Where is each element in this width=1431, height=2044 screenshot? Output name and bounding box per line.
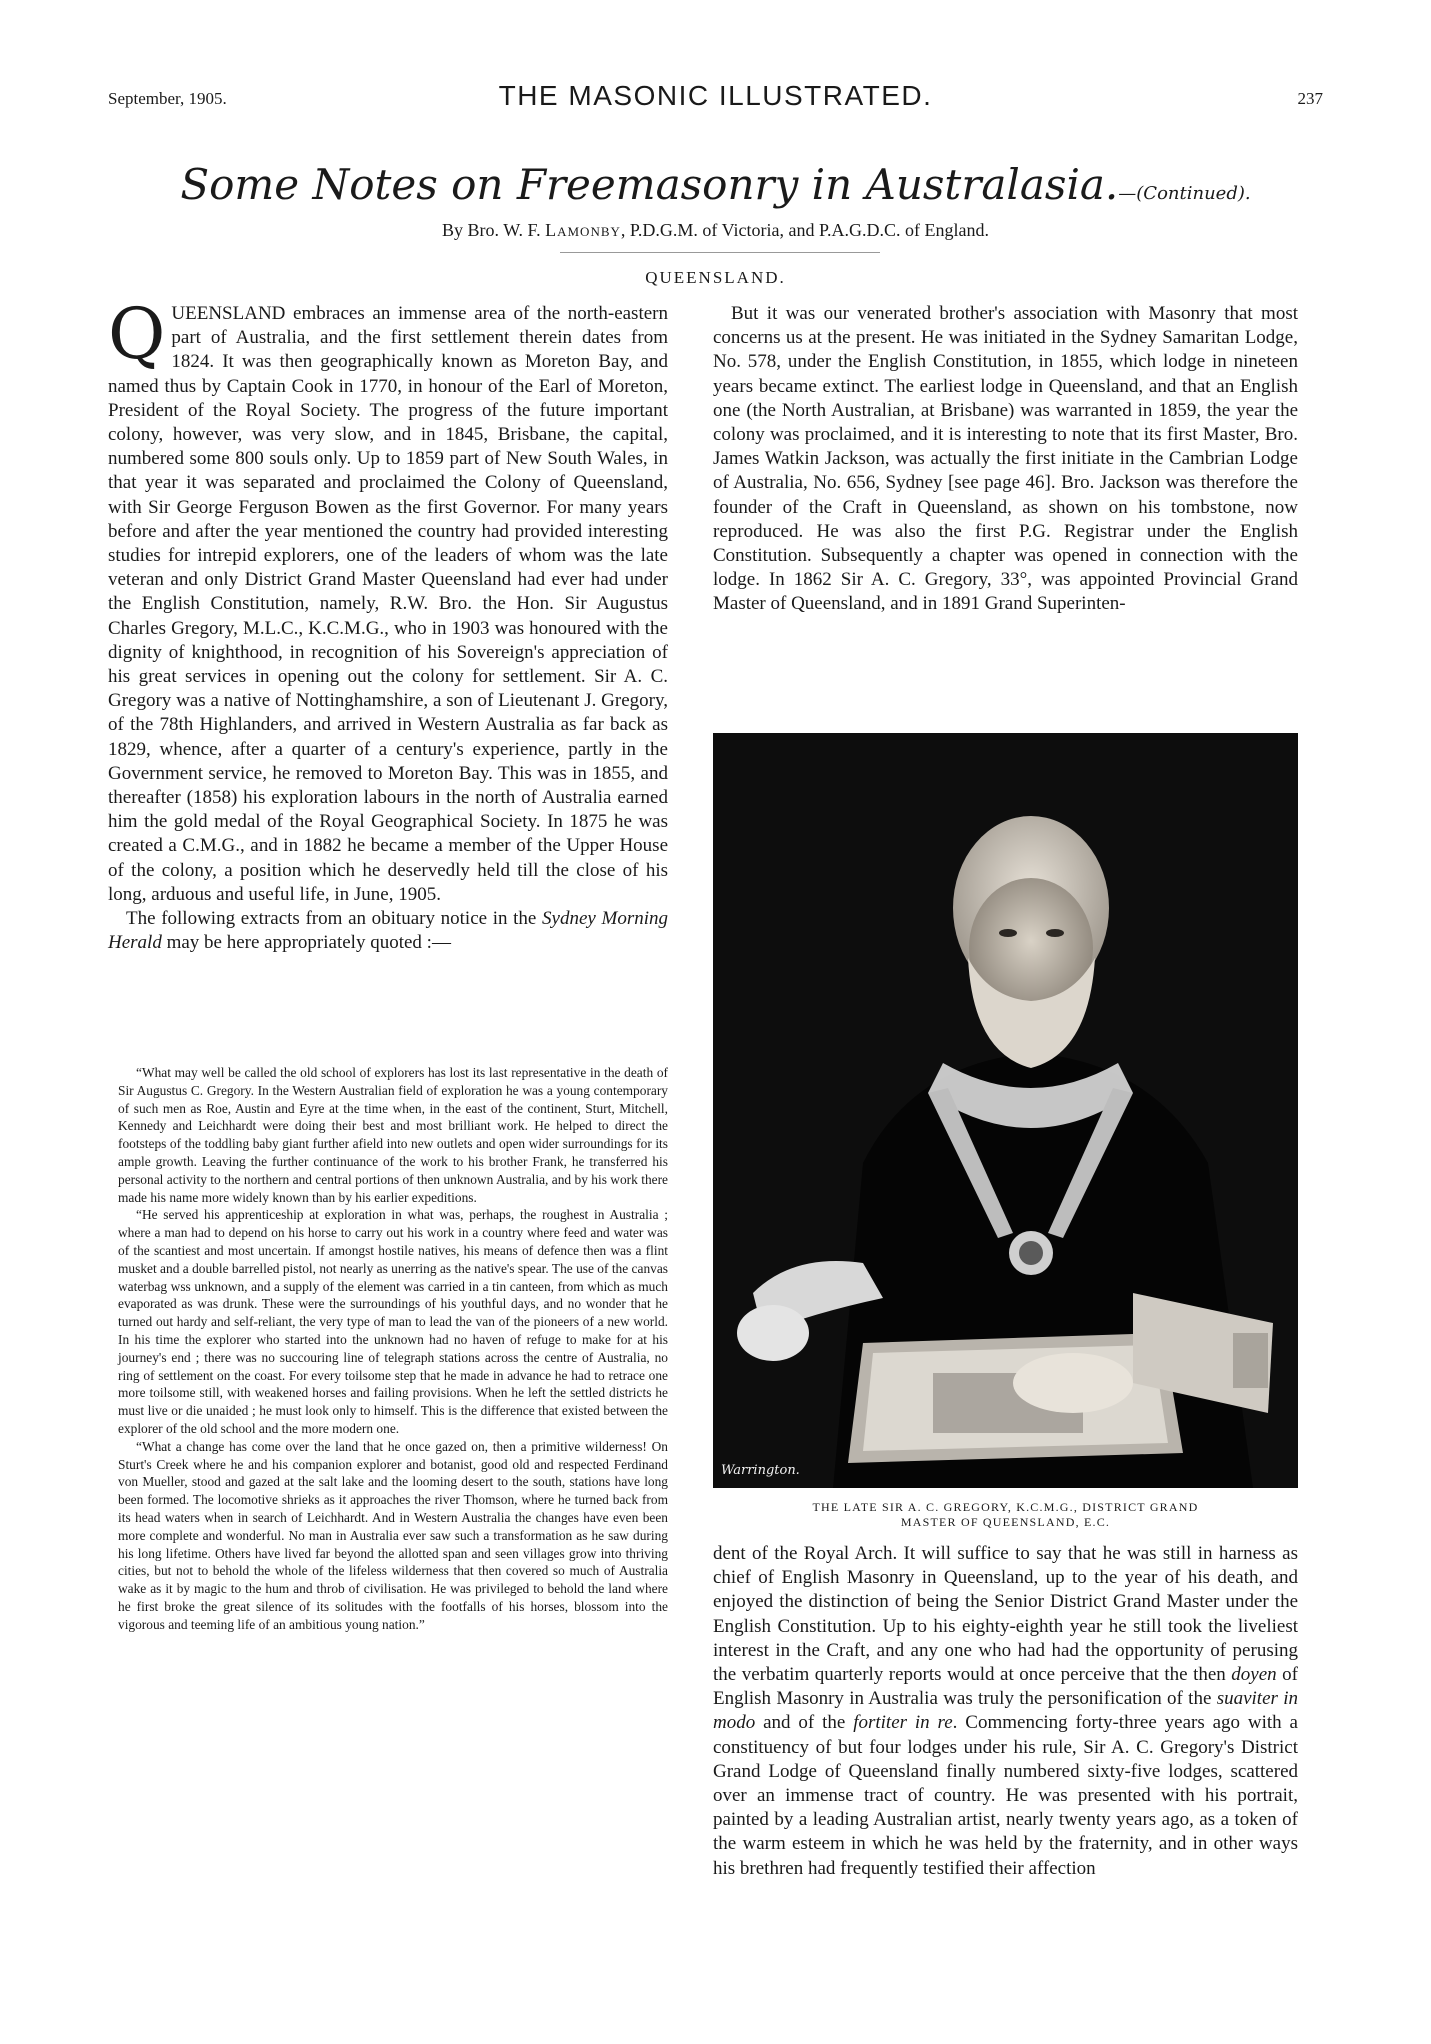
photographer-signature: Warrington. xyxy=(721,1463,800,1478)
royal-arch-text-c: and of the xyxy=(755,1712,854,1734)
term-doyen: doyen xyxy=(1231,1664,1277,1686)
caption-line-2: MASTER OF QUEENSLAND, E.C. xyxy=(900,1515,1111,1529)
paragraph-masonic-career: But it was our venerated brother's association with Masonry that most concerns us at the present. He was initiated in the Sydney Samaritan Lodge, No. 578, under the English Constitution, in 1855, which lodge in nineteen years became extinct. The earliest lodge in Queensland, and that an English one (the North Australian, at Brisbane) was warranted in 1859, the year the colony was proclaimed, and it is interesting to note that its first Master, Bro. James Watkin Jackson, was actually the first initiate in the Cambrian Lodge of Australia, No. 656, Sydney [see page 46]. Bro. Jackson was therefore the founder of the Craft in Queensland, as shown on his tombstone, now reproduced. He was also the first P.G. Registrar under the English Constitution. Subsequently a chapter was opened in connection with the lodge. In 1862 Sir A. C. Gregory, 33°, was appointed Provincial Grand Master of Queensland, and in 1891 Grand Superinten- xyxy=(713,303,1298,615)
caption-line-1: THE LATE SIR A. C. GREGORY, K.C.M.G., DISTRICT GRAND xyxy=(812,1500,1199,1514)
title-divider xyxy=(560,252,880,253)
issue-date: September, 1905. xyxy=(108,89,227,108)
right-column-top xyxy=(713,302,1298,617)
quote-paragraph-1: “What may well be called the old school of explorers has lost its last representative in the death of Sir Augustus C. Gregory. In the Western Australian field of exploration he was a young contemporary of such men as Roe, Austin and Eyre at the time when, in the east of the continent, Sturt, Mitchell, Kennedy and Leichhardt were doing their best and most brilliant work. He helped to direct the footsteps of the toddling baby giant further afield into new outlets and open wider surroundings for its ample growth. Leaving the further continuance of the work to his brother Frank, he transferred his personal activity to the northern and central portions of then unknown Australia, and by his work there made his name more widely known than by his earlier expeditions. xyxy=(118,1065,668,1205)
portrait-illustration xyxy=(713,733,1298,1488)
paragraph-obituary-intro xyxy=(108,907,668,955)
obituary-quotation xyxy=(118,1064,668,1634)
page-number: 237 xyxy=(1297,89,1323,108)
term-suaviter: suaviter in modo xyxy=(713,1688,1298,1734)
portrait-photo xyxy=(713,733,1298,1488)
newspaper-name: Sydney Morning Herald xyxy=(108,908,668,954)
quote-paragraph-3: “What a change has come over the land that he once gazed on, then a primitive wilderness! On Sturt's Creek where he and his companion explorer and botanist, good old and respected Ferdinand von Mueller, stood and gazed at the salt lake and the looming desert to the south, stations have long been formed. The locomotive shrieks as it approaches the river Thomson, where he turned back from its head waters when in search of Leichhardt. And in Western Australia the changes have even been more complete and wonderful. No man in Australia ever saw such a transformation as he saw during his long lifetime. Others have lived far beyond the allotted span and seen villages grow into thriving cities, but not to behold the whole of the lifeless wilderness that then covered so much of Australia wake as it by magic to the hum and throb of civilisation. He was privileged to behold the land where he first broke the great silence of its solitudes with the footfalls of his horses, blossom into the vigorous and teeming life of an ambitious young nation.” xyxy=(118,1438,668,1632)
article-title xyxy=(0,160,1431,209)
portrait-caption xyxy=(713,1500,1298,1530)
royal-arch-text-d: . Commencing forty-three years ago with a constituency of but four lodges under his rule, Sir A. C. Gregory's District Grand Lodge of Queensland finally numbered sixty-five lodges, scattered over an immense tract of country. He was presented with his portrait, painted by a leading Australian artist, nearly twenty years ago, as a token of the warm esteem in which he was held by the fraternity, and in other ways his brethren had frequently testified their affection xyxy=(713,1712,1298,1879)
article-title-text: Some Notes on Freemasonry in Australasia. xyxy=(180,160,1119,209)
quote-paragraph-2: “He served his apprenticeship at exploration in what was, perhaps, the roughest in Australia ; where a man had to depend on his horse to carry out his work in a country where feed and water was of the scantiest and most uncertain. If amongst hostile natives, his means of defence then was a flint musket and a double barrelled pistol, not nearly as unerring as the native's spear. The use of the canvas waterbag wss unknown, and a supply of the element was carried in a tin canteen, from which as much evaporated as was drunk. These were the surroundings of his youthful days, and no wonder that he turned out hardy and self-reliant, the very type of man to lead the van of the pioneers of a new world. In his time the explorer who started into the unknown had no haven of refuge to make for at his journey's end ; there was no succouring line of telegraph stations across the centre of Australia, no ring of settlement on the coast. For every toilsome step that he made in advance he had to retrace one more toilsome still, with weakened horses and failing provisions. When he left the settled districts he must live or die unaided ; he must look only to himself. This is the difference that existed between the explorer of the old school and the more modern one. xyxy=(118,1207,668,1436)
obituary-intro-post: may be here appropriately quoted :— xyxy=(161,932,451,954)
continued-label: —(Continued). xyxy=(1118,183,1251,204)
paragraph-queensland-intro: QUEENSLAND embraces an immense area of the north-eastern part of Australia, and the first settlement therein dates from 1824. It was then geographically known as Moreton Bay, and named thus by Captain Cook in 1770, in honour of the Earl of Moreton, President of the Royal Society. The progress of the future important colony, however, was very slow, and in 1845, Brisbane, the capital, numbered some 800 souls only. Up to 1859 part of New South Wales, in that year it was separated and proclaimed the Colony of Queensland, with Sir George Ferguson Bowen as the first Governor. For many years before and after the year mentioned the country had provided interesting studies for intrepid explorers, one of the leaders of whom was the late veteran and only District Grand Master Queensland had ever had under the English Constitution, namely, R.W. Bro. the Hon. Sir Augustus Charles Gregory, M.L.C., K.C.M.G., who in 1903 was honoured with the dignity of knighthood, in recognition of his Sovereign's appreciation of his great services in opening out the colony for settlement. Sir A. C. Gregory was a native of Nottinghamshire, a son of Lieutenant J. Gregory, of the 78th Highlanders, and arrived in Western Australia as far back as 1829, whence, after a quarter of a century's experience, partly in the Government service, he removed to Moreton Bay. This was in 1855, and thereafter (1858) his exploration labours in the north of Australia earned him the gold medal of the Royal Geographical Society. In 1875 he was created a C.M.G., and in 1882 he became a member of the Upper House of the colony, a position which he deservedly held till the close of his long, arduous and useful life, in June, 1905. xyxy=(108,293,668,905)
byline-suffix: , P.D.G.M. of Victoria, and P.A.G.D.C. of England. xyxy=(620,220,989,240)
paragraph-royal-arch xyxy=(713,1542,1298,1881)
royal-arch-text-a: dent of the Royal Arch. It will suffice to say that he was still in harness as chief of English Masonry in Queensland, up to the year of his death, and enjoyed the distinction of being the Senior District Grand Master under the English Constitution. Up to his eighty-eighth year he still took the liveliest interest in the Craft, and any one who had had the opportunity of perusing the verbatim quarterly reports would at once perceive that the then xyxy=(713,1543,1298,1686)
author-name: Lamonby xyxy=(545,220,621,240)
obituary-intro-pre: The following extracts from an obituary notice in the xyxy=(126,908,543,930)
term-fortiter: fortiter in re xyxy=(853,1712,953,1734)
section-heading: QUEENSLAND. xyxy=(645,268,786,287)
right-column-bottom xyxy=(713,1542,1298,1881)
royal-arch-text-b: of English Masonry in Australia was truly the personification of the xyxy=(713,1664,1298,1710)
journal-title: THE MASONIC ILLUSTRATED. xyxy=(498,80,933,111)
byline-prefix: By Bro. W. F. xyxy=(442,220,546,240)
left-column-body xyxy=(108,293,668,955)
byline xyxy=(0,220,1431,241)
